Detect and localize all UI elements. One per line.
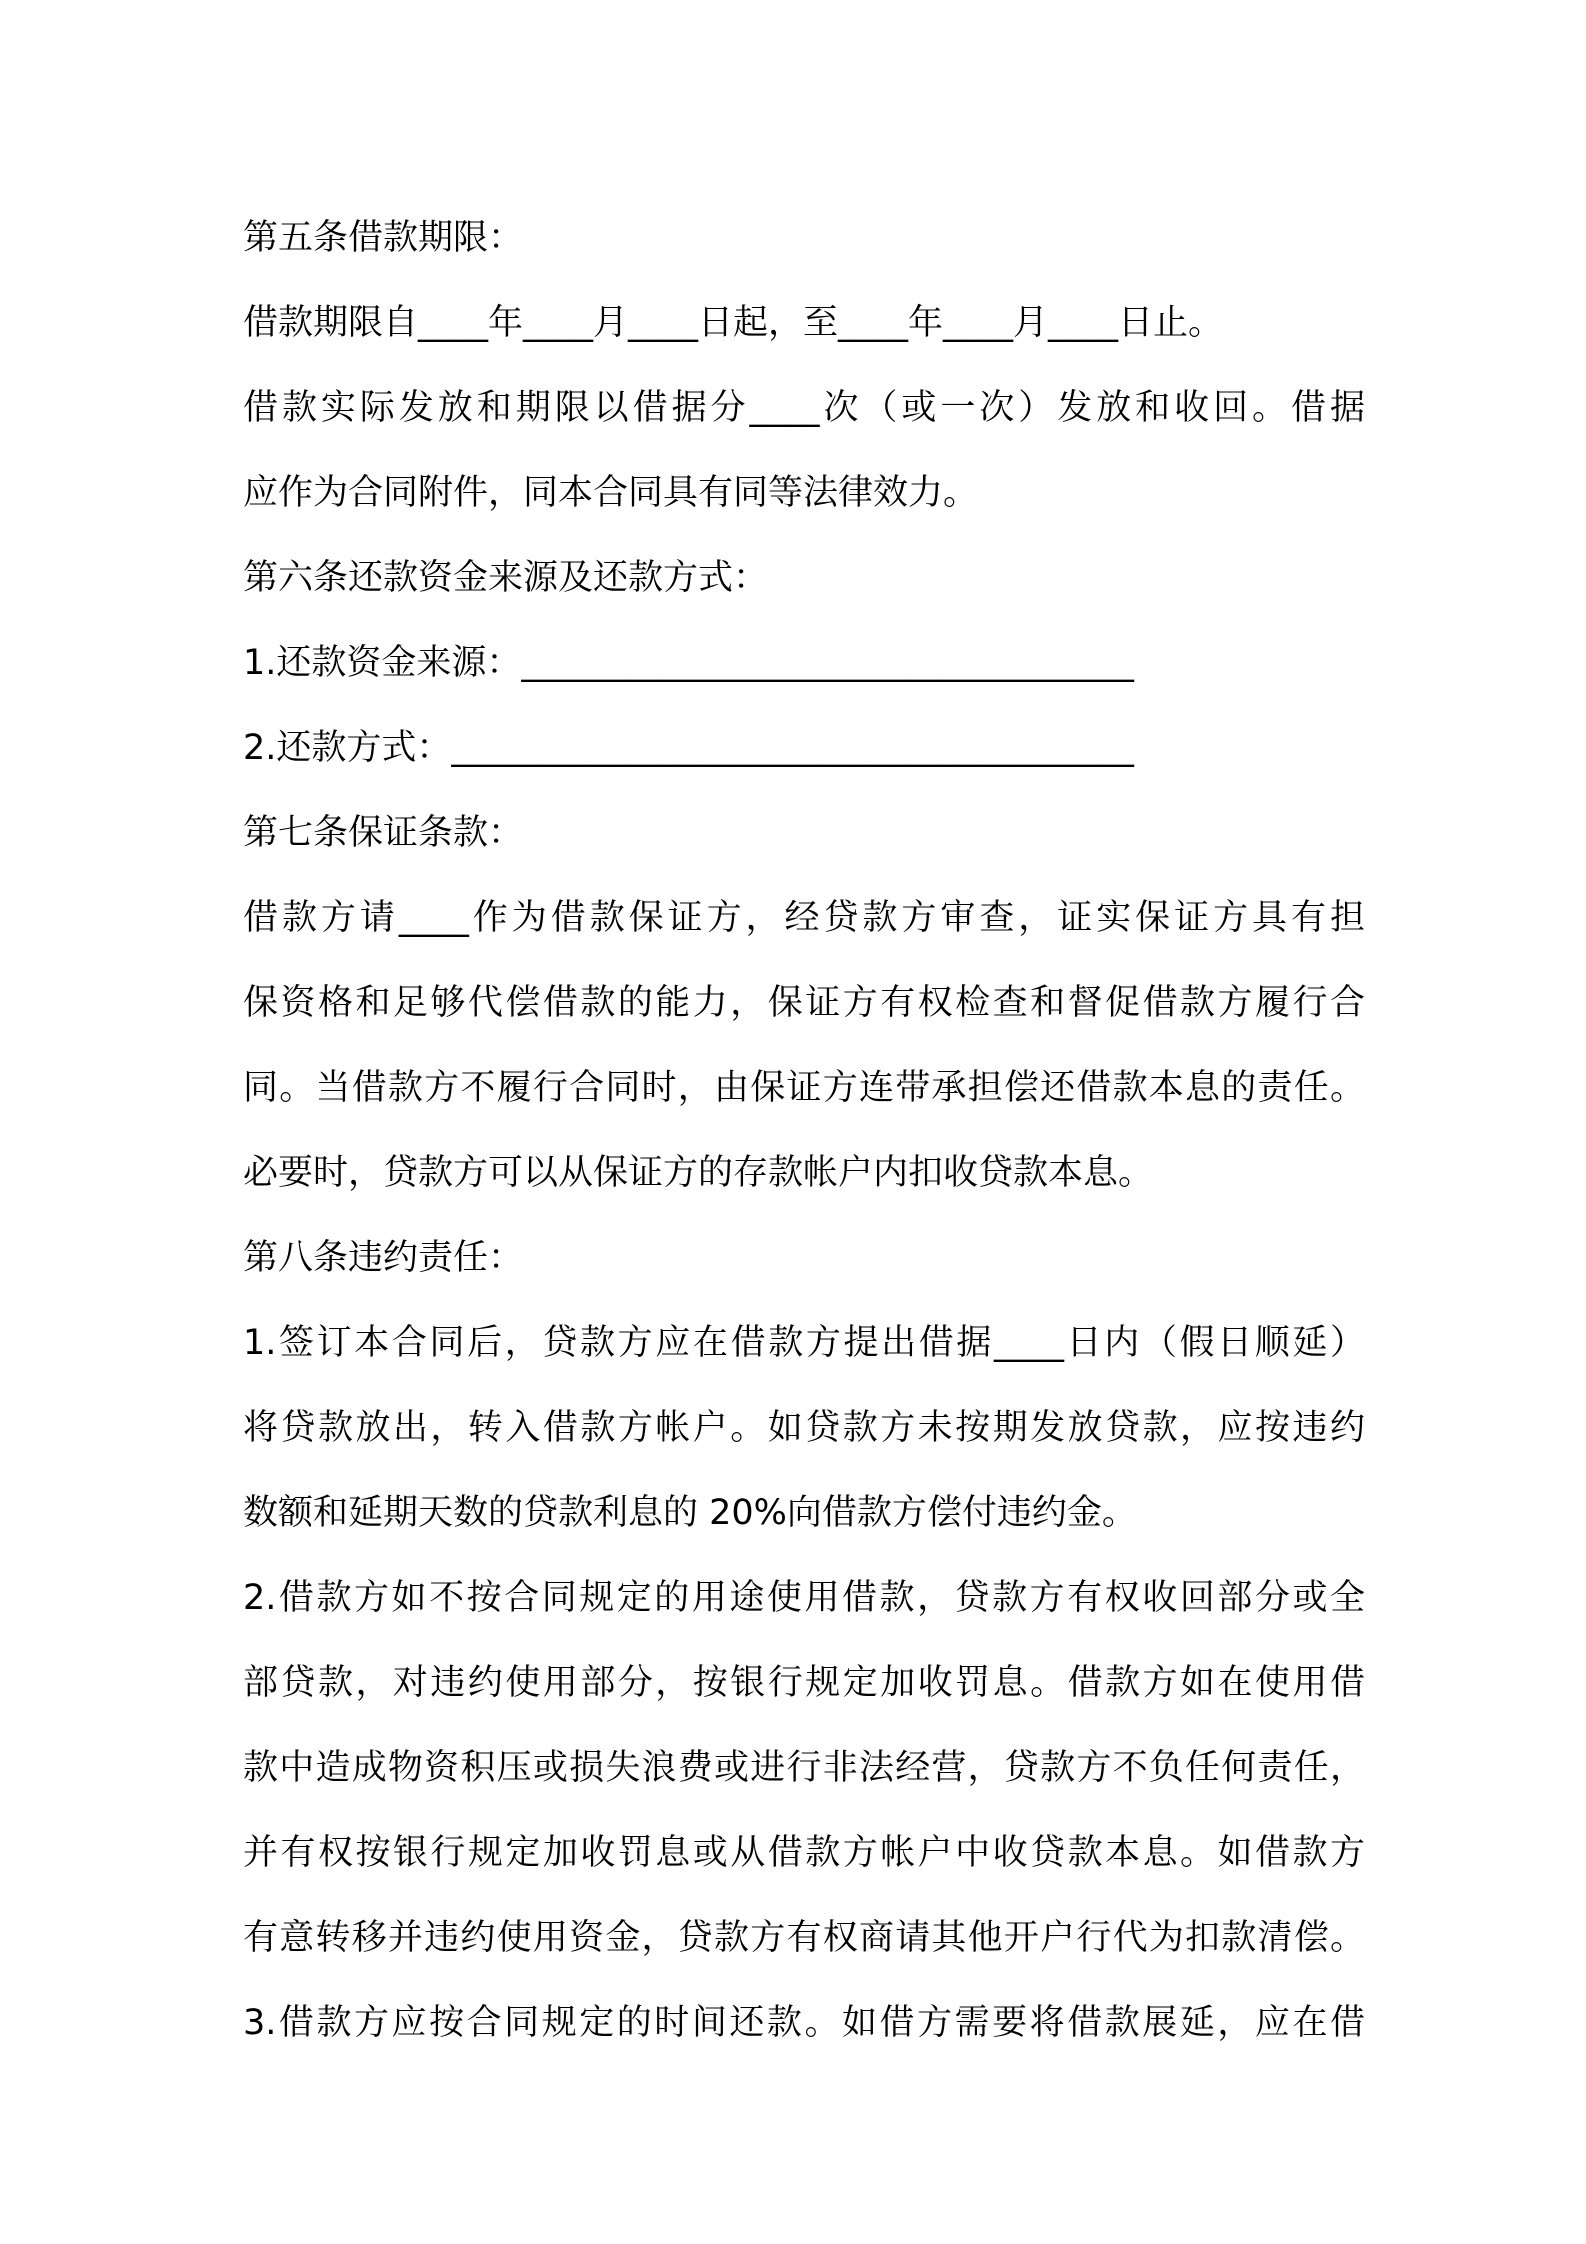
article-heading: 第八条违约责任： — [243, 1238, 524, 1278]
paragraph-line: 保资格和足够代偿借款的能力，保证方有权检查和督促借款方履行合 — [243, 983, 1365, 1023]
paragraph-line: 2.借款方如不按合同规定的用途使用借款，贷款方有权收回部分或全 — [243, 1578, 1365, 1618]
paragraph-line: 1.签订本合同后，贷款方应在借款方提出借据____日内（假日顺延） — [243, 1323, 1365, 1363]
article-heading: 第六条还款资金来源及还款方式： — [243, 558, 769, 598]
paragraph-line: 并有权按银行规定加收罚息或从借款方帐户中收贷款本息。如借款方 — [243, 1833, 1365, 1873]
paragraph-line: 有意转移并违约使用资金，贷款方有权商请其他开户行代为扣款清偿。 — [243, 1918, 1365, 1958]
document-body — [243, 196, 1365, 2066]
paragraph-line: 同。当借款方不履行合同时，由保证方连带承担偿还借款本息的责任。 — [243, 1068, 1365, 1108]
paragraph-line: 部贷款，对违约使用部分，按银行规定加收罚息。借款方如在使用借 — [243, 1663, 1365, 1703]
article-heading: 第五条借款期限： — [243, 218, 524, 258]
paragraph-line: 数额和延期天数的贷款利息的 20%向借款方偿付违约金。 — [243, 1493, 1137, 1533]
paragraph-line: 借款实际发放和期限以借据分____次（或一次）发放和收回。借据 — [243, 388, 1365, 428]
paragraph-line: 2.还款方式：_______________________________________ — [243, 728, 1134, 768]
paragraph-line: 必要时，贷款方可以从保证方的存款帐户内扣收贷款本息。 — [243, 1153, 1154, 1193]
paragraph-line: 应作为合同附件，同本合同具有同等法律效力。 — [243, 473, 979, 513]
paragraph-line: 借款期限自____年____月____日起，至____年____月____日止。 — [243, 303, 1224, 343]
paragraph-line: 1.还款资金来源：___________________________________ — [243, 643, 1134, 683]
paragraph-line: 款中造成物资积压或损失浪费或进行非法经营，贷款方不负任何责任， — [243, 1748, 1365, 1788]
paragraph-line: 3.借款方应按合同规定的时间还款。如借方需要将借款展延，应在借 — [243, 2003, 1365, 2043]
article-heading: 第七条保证条款： — [243, 813, 524, 853]
paragraph-line: 将贷款放出，转入借款方帐户。如贷款方未按期发放贷款，应按违约 — [243, 1408, 1365, 1448]
paragraph-line: 借款方请____作为借款保证方，经贷款方审查，证实保证方具有担 — [243, 898, 1365, 938]
